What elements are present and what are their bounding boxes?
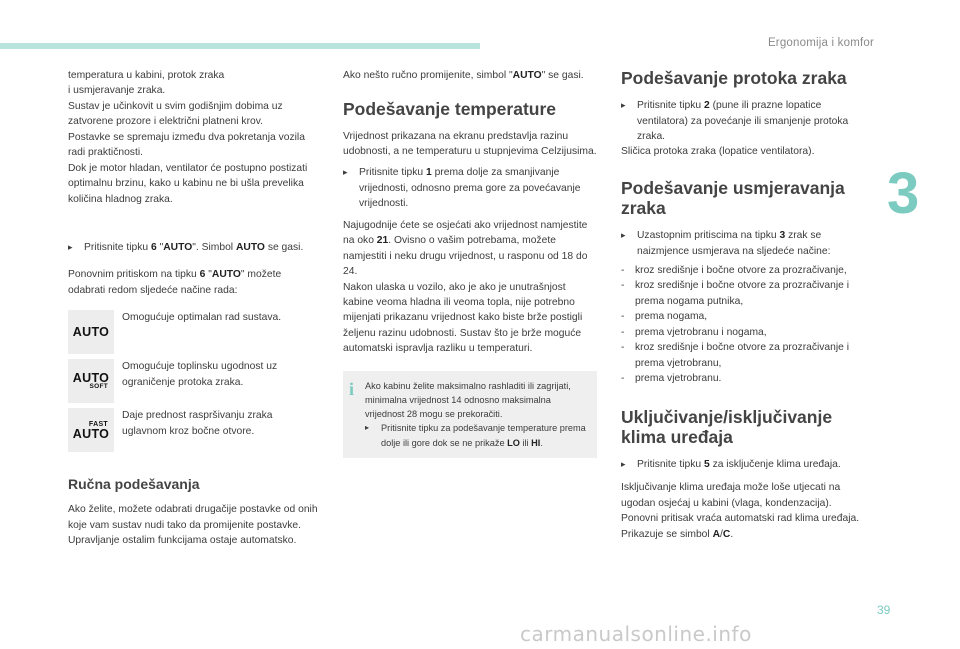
chapter-number: 3	[887, 161, 920, 226]
mode-description: Omogućuje optimalan rad sustava.	[122, 312, 282, 324]
list-item: - prema vjetrobranu.	[621, 373, 722, 385]
intro-line: Dok je motor hladan, ventilator će postupno postizati optimalnu brzinu, kako u kabinu ne bi ušla prevelika količina hladnog zraka.	[68, 162, 308, 205]
info-instruction: ▸ Pritisnite tipku za podešavanje temperature prema dolje ili gore dok se ne prikaže LO ili HI.	[365, 421, 587, 450]
airflow-heading: Podešavanje protoka zraka	[621, 68, 847, 88]
fast-auto-mode-icon: FAST AUTO	[68, 408, 114, 452]
arrow-bullet-icon: ▸	[68, 241, 73, 252]
info-text: Ako kabinu želite maksimalno rashladiti ili zagrijati, minimalna vrijednost 14 odnosno maksimalna vrijednost 28 mogu se prekoračiti.	[365, 380, 571, 420]
arrow-bullet-icon: ▸	[621, 230, 626, 241]
arrow-bullet-icon: ▸	[365, 423, 370, 433]
list-item: - kroz središnje i bočne otvore za prozračivanje i prema nogama putnika,	[621, 280, 850, 307]
watermark: carmanualsonline.info	[520, 622, 752, 646]
direction-list	[621, 263, 861, 387]
info-box	[343, 371, 597, 458]
arrow-bullet-icon: ▸	[343, 167, 348, 178]
arrow-bullet-icon: ▸	[621, 458, 626, 469]
column-2	[343, 68, 597, 458]
manual-settings-text: Ako želite, možete odabrati drugačije postavke od onih koje vam sustav nudi tako da promijenite postavke. Upravljanje ostalim funkcijama ostaje automatsko.	[68, 504, 318, 547]
airflow-text: Sličica protoka zraka (lopatice ventilatora).	[621, 146, 815, 158]
header-accent-bar	[0, 43, 480, 49]
page-number: 39	[877, 603, 891, 617]
column-1	[68, 68, 318, 549]
air-direction-heading: Podešavanje usmjeravanja zraka	[621, 177, 845, 218]
column-3	[621, 68, 861, 542]
arrow-bullet-icon: ▸	[621, 100, 626, 111]
mode-auto-soft	[68, 359, 318, 403]
manual-settings-heading: Ručna podešavanja	[68, 476, 200, 493]
ac-toggle-heading: Uključivanje/isključivanje klima uređaja	[621, 406, 833, 447]
instruction-press-6: ▸ Pritisnite tipku 6 "AUTO". Simbol AUTO se gasi.	[68, 240, 318, 255]
intro-line: Postavke se spremaju između dva pokretanja vozila radi praktičnosti.	[68, 131, 305, 159]
temperature-intro: Vrijednost prikazana na ekranu predstavlja razinu udobnosti, a ne temperaturu u stupnjevima Celzijusima.	[343, 130, 597, 157]
temperature-paragraph: Najugodnije ćete se osjećati ako vrijednost namjestite na oko 21. Ovisno o vašim potrebama, možete namjestiti i neku drugu vrijednost, u rasponu od 18 do 24.	[343, 219, 588, 278]
mode-description: Daje prednost raspršivanju zraka uglavnom kroz bočne otvore.	[122, 410, 273, 437]
instruction-press-5: ▸ Pritisnite tipku 5 za isključenje klima uređaja.	[621, 457, 861, 472]
mode-fast-auto	[68, 408, 318, 452]
section-title: Ergonomija i komfor	[767, 37, 874, 49]
list-item: - prema vjetrobranu i nogama,	[621, 326, 767, 338]
mode-description: Omogućuje toplinsku ugodnost uz ograničenje protoka zraka.	[122, 361, 278, 388]
repeat-press-text: Ponovnim pritiskom na tipku 6 "AUTO" možete odabrati redom sljedeće načine rada:	[68, 269, 282, 296]
intro-line: i usmjeravanje zraka.	[68, 85, 166, 97]
temperature-heading: Podešavanje temperature	[343, 99, 557, 120]
intro-line: Sustav je učinkovit u svim godišnjim dobima uz zatvorene prozore i električni platneni krov.	[68, 100, 283, 128]
info-icon: i	[349, 378, 355, 399]
instruction-press-2: ▸ Pritisnite tipku 2 (pune ili prazne lopatice ventilatora) za povećanje ili smanjenje protoka zraka.	[621, 98, 861, 144]
temperature-paragraph: Nakon ulaska u vozilo, ako je ako je unutrašnjost kabine veoma hladna ili veoma topla, nije potrebno mijenjati prikazanu vrijednost kako biste brže postigli željenu razinu udobnosti. Sustav što je brže moguće automatski ispravlja razliku u temperaturi.	[343, 281, 583, 355]
list-item: - kroz središnje i bočne otvore za prozračivanje i prema vjetrobranu,	[621, 342, 850, 369]
list-item: - kroz središnje i bočne otvore za prozračivanje,	[621, 265, 847, 276]
intro-line: temperatura u kabini, protok zraka	[68, 70, 225, 81]
mode-auto	[68, 310, 318, 354]
ac-text: Ponovni pritisak vraća automatski rad klima uređaja. Prikazuje se simbol A/C.	[621, 513, 860, 540]
auto-soft-mode-icon: AUTO SOFT	[68, 359, 114, 403]
auto-mode-icon: AUTO	[68, 310, 114, 354]
ac-text: Isključivanje klima uređaja može loše utjecati na ugodan osjećaj u kabini (vlaga, kondenzacija).	[621, 482, 841, 509]
instruction-press-1: ▸ Pritisnite tipku 1 prema dolje za smanjivanje vrijednosti, odnosno prema gore za povećavanje vrijednosti.	[343, 165, 597, 211]
manual-change-text: Ako nešto ručno promijenite, simbol "AUTO" se gasi.	[343, 70, 584, 81]
instruction-press-3: ▸ Uzastopnim pritiscima na tipku 3 zrak se naizmjence usmjerava na sljedeće načine:	[621, 228, 861, 259]
list-item: - prema nogama,	[621, 311, 708, 323]
